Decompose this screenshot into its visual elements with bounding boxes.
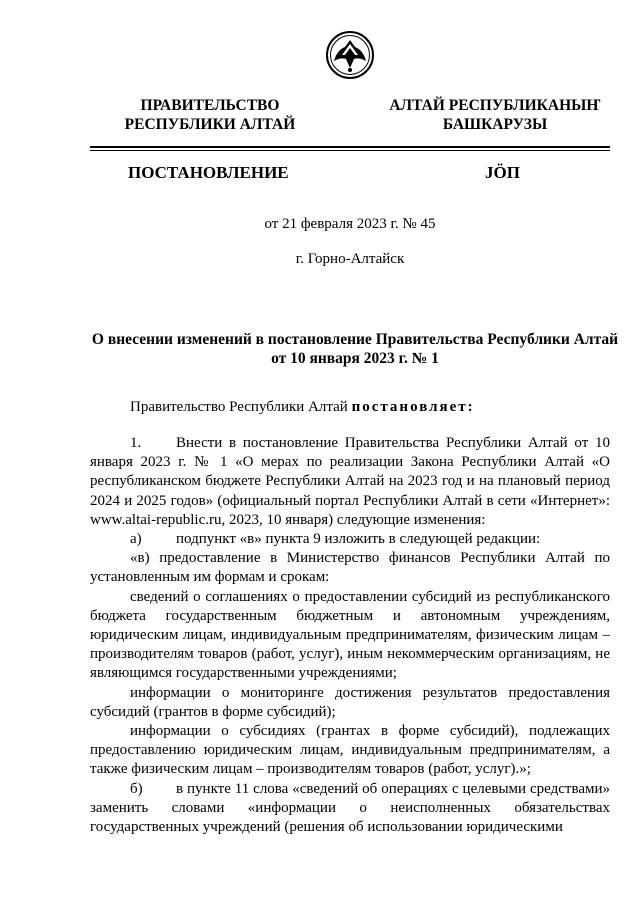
intro-text: Правительство Республики Алтай [130, 399, 352, 415]
header-right-line2: БАШКАРУЗЫ [442, 116, 548, 133]
paragraph-text: информации о субсидиях (грантах в форме субсидий), подлежащих предоставлению юридическим лицам, индивидуальным предпринимателям, а также физическим лицам – производителям товаров (работ, услуг).»; [90, 723, 610, 778]
intro-paragraph [90, 398, 610, 417]
header-left-line1: ПРАВИТЕЛЬСТВО [140, 97, 280, 114]
paragraph [90, 684, 610, 722]
document-title-line2: от 10 января 2023 г. № 1 [271, 350, 439, 367]
paragraph [90, 722, 610, 780]
paragraph-text: в пункте 11 слова «сведений об операциях с целевыми средствами» заменить словами «информации о неисполненных обязательствах государственных учреждений (решения об использовании юридическими [90, 780, 610, 836]
document-title [90, 330, 620, 368]
document-body [90, 434, 610, 837]
header-left-line2: РЕСПУБЛИКИ АЛТАЙ [124, 116, 296, 133]
paragraph-label: а) [130, 531, 142, 548]
header-divider-thin [90, 150, 610, 151]
doc-type-alt: JӦП [485, 163, 520, 182]
coat-of-arms-icon [325, 30, 375, 80]
paragraph [90, 780, 610, 838]
paragraph-text: подпункт «в» пункта 9 изложить в следующей редакции: [176, 531, 541, 548]
paragraph-text: Внести в постановление Правительства Республики Алтай от 10 января 2023 г. № 1 «О мерах по реализации Закона Республики Алтай «О республиканском бюджете Республики Алтай на 2023 год и на плановый период 2024 и 2025 годов» (официальный портал Республики Алтай в сети «Интернет»: www.altai-republic.ru, 2023, 10 января) следующие изменения: [90, 435, 610, 528]
paragraph [90, 588, 610, 684]
paragraph-text: «в) предоставление в Министерство финансов Республики Алтай по установленным им формам и срокам: [90, 550, 610, 586]
header-right-line1: АЛТАЙ РЕСПУБЛИКАНЫҤ [389, 97, 601, 114]
paragraph-label: б) [130, 780, 143, 797]
paragraph [90, 530, 610, 549]
date-line: от 21 февраля 2023 г. № 45 [264, 216, 436, 232]
header-left [110, 96, 310, 134]
city-line: г. Горно-Алтайск [295, 251, 405, 267]
doc-type-ru: ПОСТАНОВЛЕНИЕ [128, 163, 289, 182]
paragraph-label: 1. [130, 435, 142, 451]
paragraph-text: информации о мониторинге достижения результатов предоставления субсидий (грантов в форме субсидий); [90, 684, 610, 720]
document-title-line1: О внесении изменений в постановление Правительства Республики Алтай [91, 331, 619, 348]
intro-emphasis: постановляет: [351, 399, 475, 415]
header-divider-thick [90, 146, 610, 148]
paragraph [90, 434, 610, 530]
header-right [380, 96, 610, 134]
paragraph [90, 549, 610, 587]
paragraph-text: сведений о соглашениях о предоставлении субсидий из республиканского бюджета государственным бюджетным и автономным учреждениям, юридическим лицам, индивидуальным предпринимателям, физическим лицам – производителям товаров (работ, услуг), иным некоммерческим организациям, не являющимся государственными учреждениями; [90, 588, 610, 682]
